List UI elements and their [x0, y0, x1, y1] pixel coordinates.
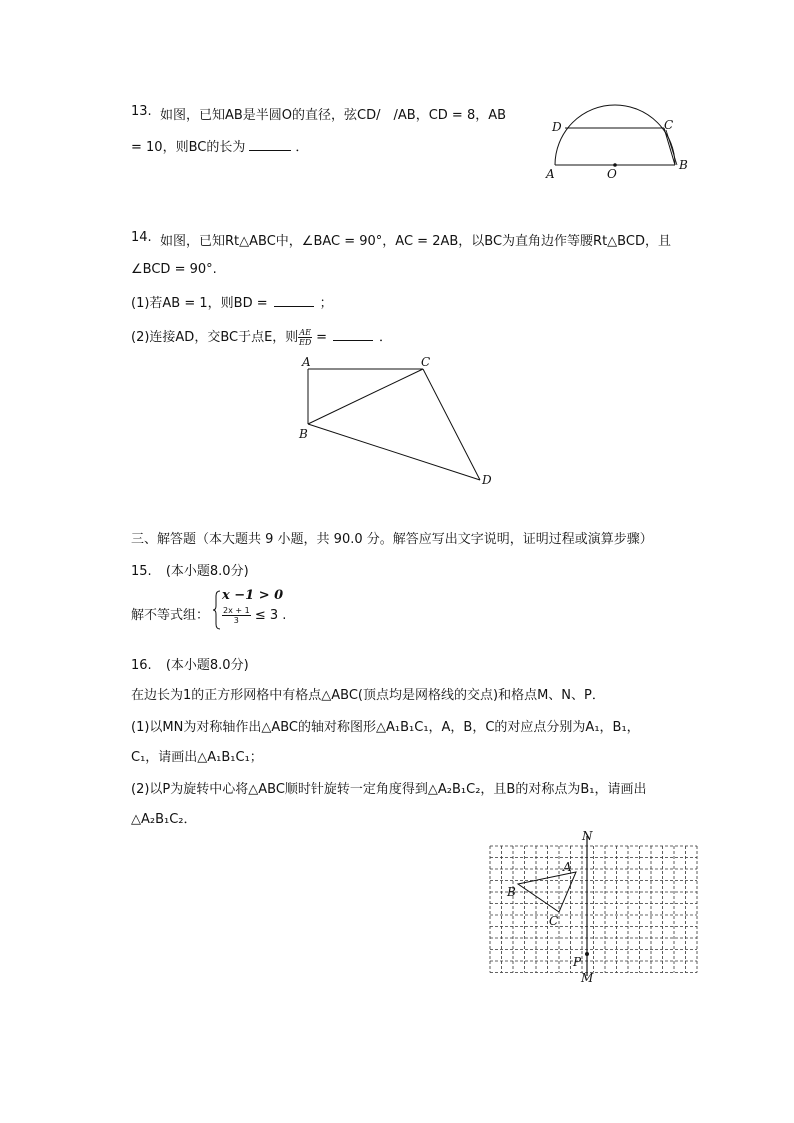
q14-number: 14.: [131, 230, 152, 245]
dashed-grid: [490, 846, 697, 973]
q13-semicircle-figure: [540, 98, 700, 183]
label-n: N: [582, 829, 593, 843]
q15-ineq2-rest: ≤ 3 .: [254, 608, 287, 623]
q13-text-line2a: = 10，则BC的长为: [131, 140, 246, 155]
q14-part1b: ；: [319, 296, 333, 311]
label-a: A: [563, 860, 572, 874]
q14-part2a: (2)连接AD，交BC于点E，则: [131, 330, 299, 345]
q15-number: 15.: [131, 564, 152, 579]
q14-part2: [131, 326, 392, 347]
q13-answer-blank[interactable]: [249, 150, 291, 151]
q15-score: (本小题8.0分): [165, 564, 249, 579]
q14-part1: [131, 292, 333, 311]
q16-number: 16.: [131, 658, 152, 673]
q16-grid-figure: [485, 826, 700, 988]
q16-line4: (2)以P为旋转中心将△ABC顺时针旋转一定角度得到△A₂B₁C₂，且B的对称点为B₁，请画出: [131, 782, 647, 797]
q13-text-line1: 如图，已知AB是半圆O的直径，弦CD/ /AB，CD = 8，AB: [160, 108, 507, 123]
label-d: D: [552, 120, 562, 134]
label-o: O: [607, 167, 617, 181]
q13-number: 13.: [131, 104, 152, 119]
label-b: B: [679, 158, 688, 172]
q16-score: (本小题8.0分): [165, 658, 249, 673]
q15-header: [131, 560, 249, 579]
label-m: M: [581, 971, 594, 985]
q13-text-line2b: ．: [295, 140, 309, 155]
segment-bd: [308, 424, 480, 480]
q15-ineq2-num: 2x + 1: [223, 606, 250, 615]
label-c: C: [549, 914, 559, 928]
q14-fraction: [298, 328, 312, 347]
q16-header: [131, 654, 249, 673]
label-b: B: [507, 885, 516, 899]
segment-bc-inner: [666, 130, 677, 165]
q15-prompt: 解不等式组：: [131, 608, 210, 623]
q14-text-line1: 如图，已知Rt△ABC中，∠BAC = 90°，AC = 2AB，以BC为直角边作等腰Rt△BCD，且: [160, 234, 671, 249]
q15-system: [213, 588, 303, 632]
section3-title: 三、解答题（本大题共 9 小题，共 90.0 分。解答应写出文字说明，证明过程或演算步骤）: [131, 532, 653, 547]
q15-ineq2-frac: [222, 606, 251, 625]
label-c: C: [664, 118, 674, 132]
q14-part2b: ．: [378, 330, 392, 345]
label-b: B: [299, 427, 308, 441]
q15-ineq2: [222, 606, 286, 625]
left-brace-icon: [213, 590, 221, 630]
segment-bc: [664, 128, 675, 165]
q14-part2-blank[interactable]: [333, 340, 373, 341]
q14-frac-den: ED: [298, 338, 312, 347]
label-c: C: [421, 355, 431, 369]
q13-text-line2: [131, 136, 308, 155]
segment-bc: [308, 369, 423, 424]
q14-part1a: (1)若AB = 1，则BD =: [131, 296, 268, 311]
q15-ineq2-den: 3: [233, 616, 239, 625]
q16-line5: △A₂B₁C₂．: [131, 812, 197, 827]
q16-line2: (1)以MN为对称轴作出△ABC的轴对称图形△A₁B₁C₁，A，B，C的对应点分别为A₁，B₁，: [131, 720, 640, 735]
q15-ineq1: x −1 > 0: [222, 588, 284, 603]
q14-text-line2: ∠BCD = 90°.: [131, 262, 217, 277]
q16-line1: 在边长为1的正方形网格中有格点△ABC(顶点均是网格线的交点)和格点M、N、P．: [131, 688, 605, 703]
q14-triangle-figure: [290, 350, 505, 490]
q16-line3: C₁，请画出△A₁B₁C₁；: [131, 750, 263, 765]
label-d: D: [482, 473, 492, 487]
label-a: A: [546, 167, 555, 181]
label-a: A: [302, 355, 311, 369]
segment-cd: [423, 369, 480, 480]
q14-frac-num: AE: [299, 328, 311, 337]
q14-part2-eq: =: [316, 330, 327, 345]
point-p-dot: [585, 952, 589, 956]
label-p: P: [573, 955, 582, 969]
q14-part1-blank[interactable]: [274, 306, 314, 307]
semicircle-arc: [555, 105, 675, 165]
